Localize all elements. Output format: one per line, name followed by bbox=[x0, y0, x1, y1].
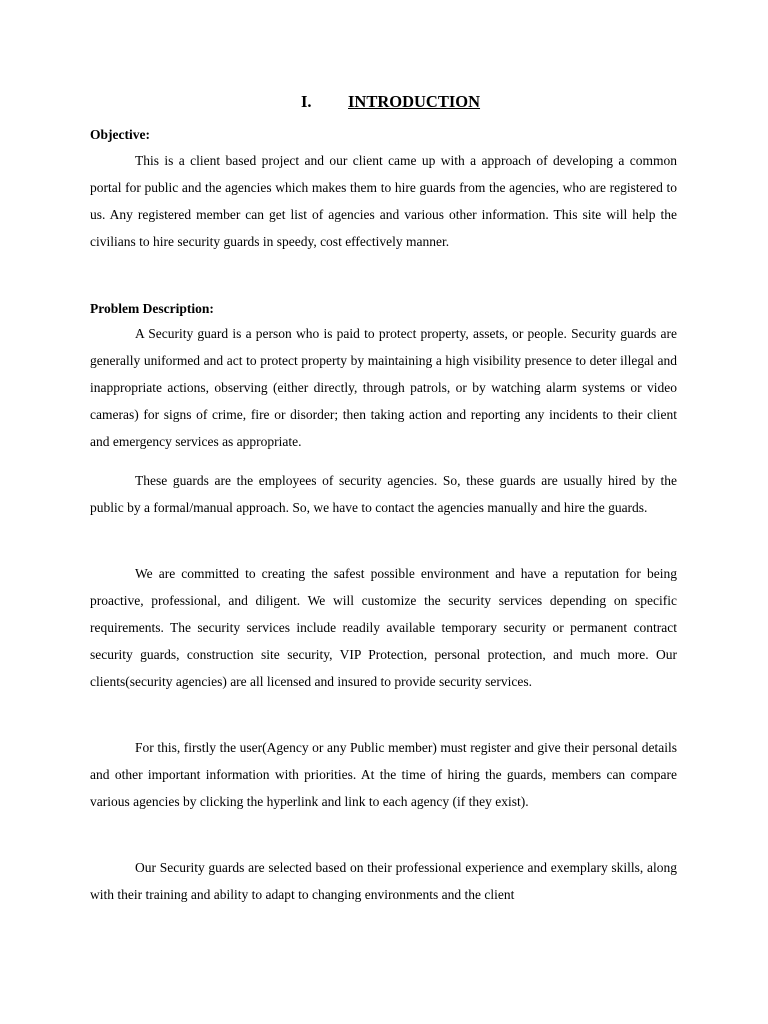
objective-label: Objective: bbox=[90, 127, 150, 142]
problem-paragraph-4: For this, firstly the user(Agency or any Public member) must register and give their personal details and other important information with priorities. At the time of hiring the guards, members can compare various agencies by clicking the hyperlink and link to each agency (if they exist). bbox=[90, 740, 677, 809]
problem-paragraph-1: A Security guard is a person who is paid to protect property, assets, or people. Security guards are generally uniformed and act to protect property by maintaining a high visibility presence to deter illegal and inappropriate actions, observing (either directly, through patrols, or by watching alarm systems or video cameras) for signs of crime, fire or disorder; then taking action and reporting any incidents to their client and emergency services as appropriate. bbox=[90, 326, 677, 449]
problem-paragraph-3: We are committed to creating the safest possible environment and have a reputation for being proactive, professional, and diligent. We will customize the security services depending on specific requirements. The security services include readily available temporary security or permanent contract security guards, construction site security, VIP Protection, personal protection, and much more. Our clients(security agencies) are all licensed and insured to provide security services. bbox=[90, 566, 677, 689]
problem-description-label: Problem Description: bbox=[90, 301, 214, 316]
objective-paragraph: This is a client based project and our client came up with a approach of developing a common portal for public and the agencies which makes them to hire guards from the agencies, who are registered to us. Any registered member can get list of agencies and various other information. This site will help the civilians to hire security guards in speedy, cost effectively manner. bbox=[90, 153, 677, 249]
problem-paragraph-2: These guards are the employees of security agencies. So, these guards are usually hired by the public by a formal/manual approach. So, we have to contact the agencies manually and hire the guards. bbox=[90, 473, 677, 515]
problem-paragraph-5: Our Security guards are selected based on their professional experience and exemplary skills, along with their training and ability to adapt to changing environments and the client bbox=[90, 860, 677, 902]
section-number: I. bbox=[301, 92, 312, 111]
section-title: INTRODUCTION bbox=[348, 92, 481, 111]
